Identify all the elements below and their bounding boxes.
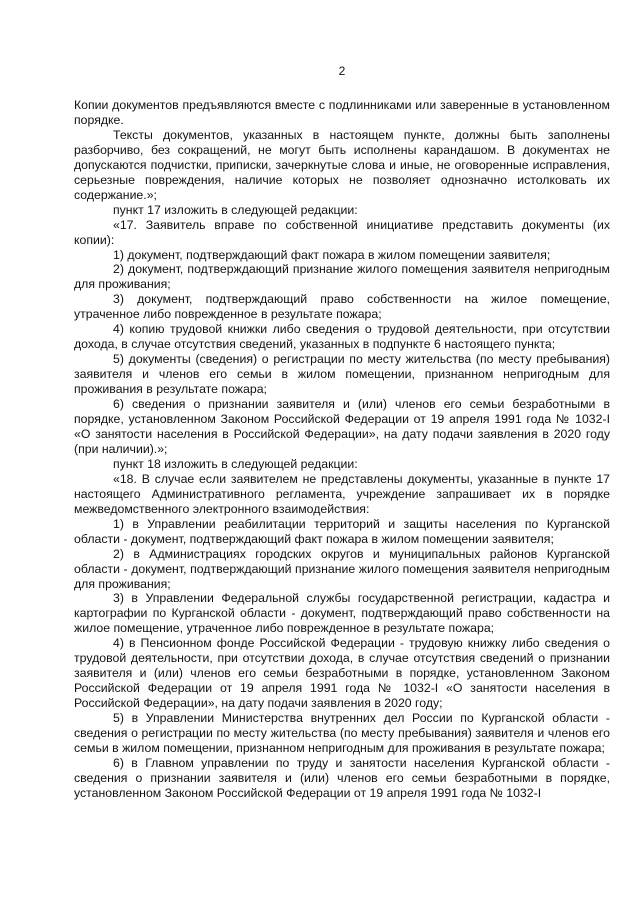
paragraph: «18. В случае если заявителем не представлены документы, указанные в пункте 17 настоящего Административного регламента, учреждение запрашивает их в порядке межведомственного электронного взаимодействия:	[74, 471, 610, 516]
paragraph: пункт 17 изложить в следующей редакции:	[113, 202, 358, 217]
paragraph: 3) документ, подтверждающий право собственности на жилое помещение, утраченное либо поврежденное в результате пожара;	[74, 292, 610, 322]
paragraph: Тексты документов, указанных в настоящем пункте, должны быть заполнены разборчиво, без сокращений, не могут быть исполнены карандашом. В документах не допускаются подчистки, приписки, зачеркнутые слова и иные, не оговоренные исправления, серьезные повреждения, наличие которых не позволяет однозначно истолковать их содержание.»;	[74, 127, 610, 202]
paragraph: 2) в Администрациях городских округов и муниципальных районов Курганской области - документ, подтверждающий признание жилого помещения заявителя непригодным для проживания;	[74, 546, 610, 591]
paragraph: 6) в Главном управлении по труду и занятости населения Курганской области - сведения о признании заявителя и (или) членов его семьи безработными в порядке, установленном Законом Российской Федерации от 19 апреля 1991 года № 1032-I	[74, 755, 610, 800]
paragraph: Копии документов предъявляются вместе с подлинниками или заверенные в установленном порядке.	[74, 98, 610, 127]
paragraph: пункт 18 изложить в следующей редакции:	[113, 456, 358, 471]
paragraph: 1) документ, подтверждающий факт пожара в жилом помещении заявителя;	[113, 247, 551, 262]
paragraph: 2) документ, подтверждающий признание жилого помещения заявителя непригодным для проживания;	[74, 262, 610, 292]
page-number: 2	[338, 64, 346, 78]
paragraph: «17. Заявитель вправе по собственной инициативе представить документы (их копии):	[74, 217, 610, 247]
paragraph: 1) в Управлении реабилитации территорий и защиты населения по Курганской области - документ, подтверждающий факт пожара в жилом помещении заявителя;	[74, 516, 610, 546]
paragraph: 5) документы (сведения) о регистрации по месту жительства (по месту пребывания) заявителя и членов его семьи в жилом помещении, признанном непригодным для проживания в результате пожара;	[74, 352, 610, 397]
paragraph: 4) в Пенсионном фонде Российской Федерации - трудовую книжку либо сведения о трудовой деятельности, при отсутствии дохода, в случае отсутствия сведений о признании заявителя и (или) членов его семьи безработными в порядке, установленном Законом Российской Федерации от 19 апреля 1991 года № 1032-I «О занятости населения в Российской Федерации», на дату подачи заявления в 2020 году;	[74, 636, 610, 711]
paragraph: 5) в Управлении Министерства внутренних дел России по Курганской области - сведения о регистрации по месту жительства (по месту пребывания) заявителя и членов его семьи в жилом помещении, признанном непригодным для проживания в результате пожара;	[74, 711, 610, 755]
paragraph: 3) в Управлении Федеральной службы государственной регистрации, кадастра и картографии по Курганской области - документ, подтверждающий право собственности на жилое помещение, утраченное либо поврежденное в результате пожара;	[74, 591, 610, 636]
paragraph: 6) сведения о признании заявителя и (или) членов его семьи безработными в порядке, установленном Законом Российской Федерации от 19 апреля 1991 года № 1032-I «О занятости населения в Российской Федерации», на дату подачи заявления в 2020 году (при наличии).»;	[74, 397, 610, 456]
document-body	[74, 98, 610, 801]
paragraph: 4) копию трудовой книжки либо сведения о трудовой деятельности, при отсутствии дохода, в случае отсутствия сведений, указанных в подпункте 6 настоящего пункта;	[74, 322, 610, 352]
